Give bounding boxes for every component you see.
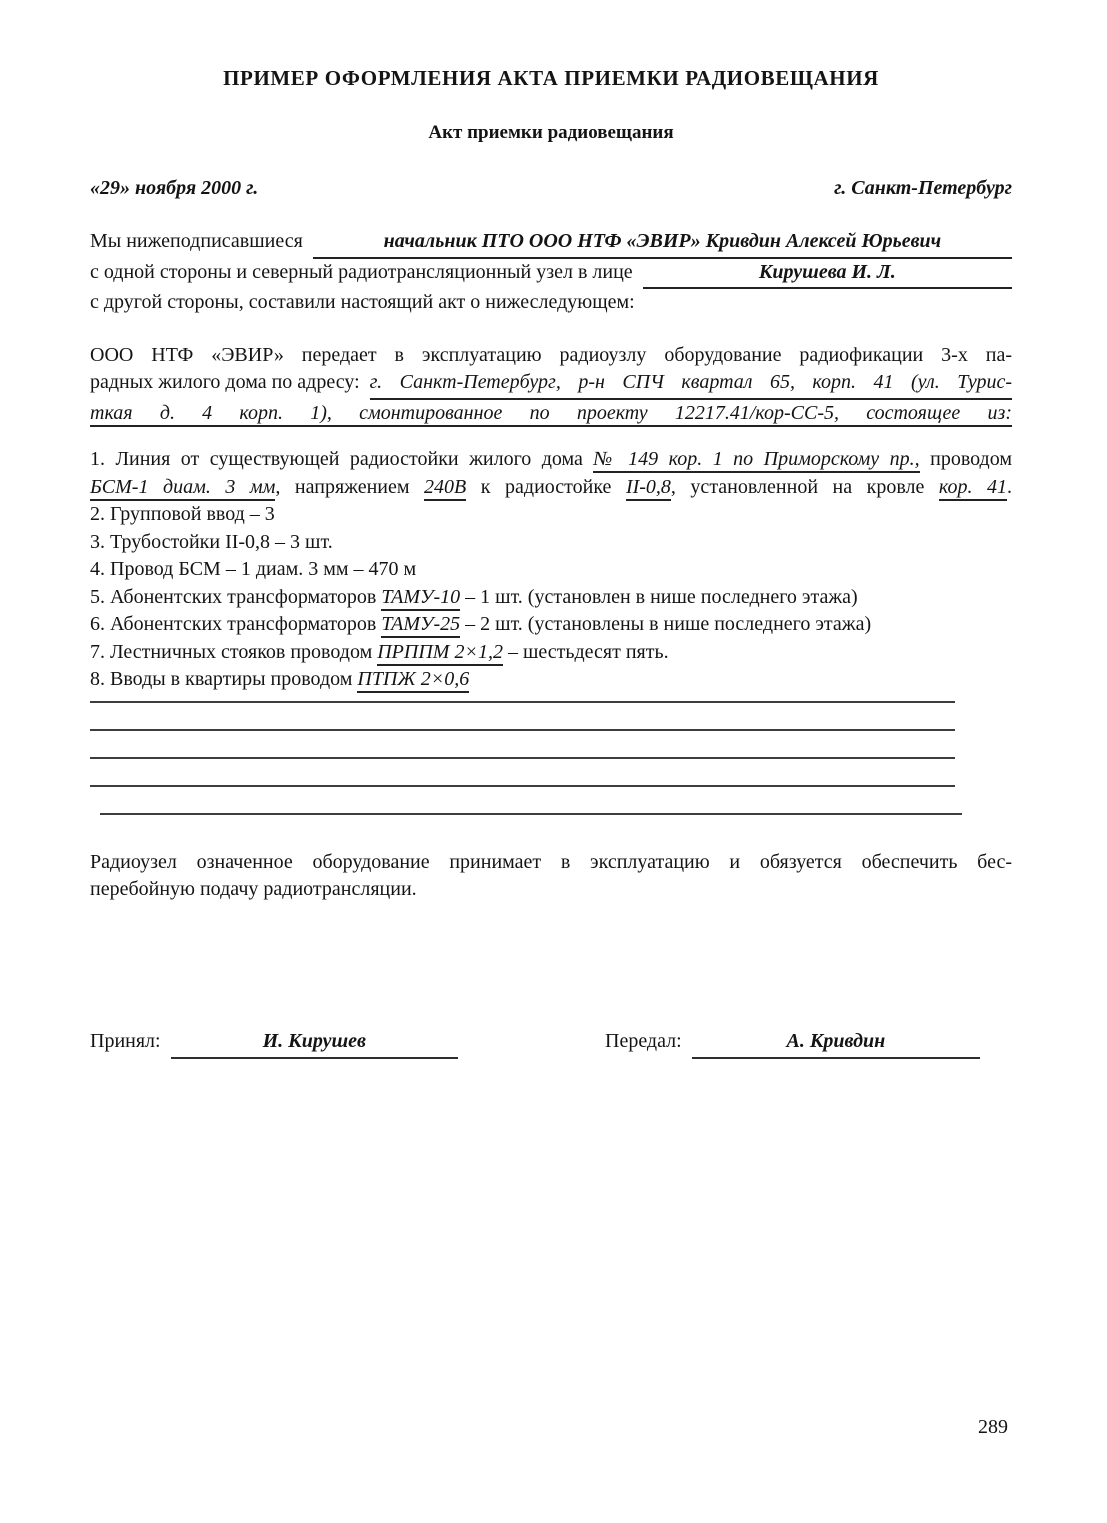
equipment-list bbox=[90, 427, 1012, 694]
item-3-text: 3. Трубостойки II-0,8 – 3 шт. bbox=[90, 530, 333, 553]
voltage-fill: 240В bbox=[424, 476, 466, 501]
accepted-name: И. Кирушев bbox=[262, 1029, 366, 1052]
transferred-label: Передал: bbox=[605, 1029, 682, 1052]
signatory-name-fill: начальник ПТО ООО НТФ «ЭВИР» Кривдин Алексей Юрьевич bbox=[313, 228, 1012, 259]
transfer-line-1 bbox=[90, 342, 1012, 370]
blank-line-5 bbox=[100, 787, 962, 815]
item-7-text-a: 7. Лестничных стояков проводом bbox=[90, 640, 378, 663]
act-subtitle: Акт приемки радиовещания bbox=[428, 122, 674, 143]
stand-type-fill: II-0,8 bbox=[626, 476, 671, 501]
transfer-paragraph bbox=[90, 317, 1012, 428]
closing-line-2 bbox=[90, 876, 1012, 904]
item-1-text-a: 1. Линия от существующей радиостойки жилого дома bbox=[90, 448, 594, 470]
list-item-6 bbox=[90, 611, 1012, 639]
accepted-label: Принял: bbox=[90, 1029, 161, 1052]
document-content bbox=[90, 0, 1012, 1059]
transfer-line-3 bbox=[90, 400, 1012, 428]
date-line bbox=[90, 144, 1012, 200]
item-1-text-b: проводом bbox=[919, 448, 1013, 470]
wire-type-fill: БСМ-1 диам. 3 мм bbox=[90, 476, 275, 501]
item-1-text-d: к радиостойке bbox=[466, 475, 626, 498]
transferred-signature bbox=[605, 1028, 980, 1059]
closing-text-1: Радиоузел означенное оборудование принимает в эксплуатацию и обязуется обеспечить бес- bbox=[90, 850, 1012, 873]
list-item-1-line-2 bbox=[90, 474, 1012, 502]
intro-text-3: с другой стороны, составили настоящий акт о нижеследующем: bbox=[90, 291, 635, 313]
blank-line-1 bbox=[90, 694, 955, 703]
accepted-signature bbox=[90, 1028, 458, 1059]
list-item-2 bbox=[90, 501, 1012, 529]
item-7-text-b: – шестьдесят пять. bbox=[502, 640, 669, 663]
blank-line-2 bbox=[90, 703, 955, 731]
closing-line-1 bbox=[90, 849, 1012, 877]
list-item-3 bbox=[90, 529, 1012, 557]
item-2-text: 2. Групповой ввод – 3 bbox=[90, 503, 275, 525]
transformer-type-fill-2: ТАМУ-25 bbox=[381, 613, 460, 638]
list-item-8 bbox=[90, 666, 1012, 694]
blank-lines-block bbox=[90, 694, 1012, 815]
document-title: ПРИМЕР ОФОРМЛЕНИЯ АКТА ПРИЕМКИ РАДИОВЕЩАНИЯ bbox=[223, 66, 879, 90]
intro-line-1 bbox=[90, 228, 1012, 259]
transfer-text-2: радных жилого дома по адресу: bbox=[90, 371, 360, 393]
intro-paragraph bbox=[90, 200, 1012, 317]
item-4-text: 4. Провод БСМ – 1 диам. 3 мм – 470 м bbox=[90, 558, 417, 580]
line-reference-fill: № 149 кор. 1 по Приморскому пр., bbox=[593, 448, 919, 473]
list-item-7 bbox=[90, 639, 1012, 667]
item-1-text-c: , напряжением bbox=[275, 475, 425, 498]
list-item-1-line-1 bbox=[90, 446, 1012, 474]
transfer-text-1: ООО НТФ «ЭВИР» передает в эксплуатацию радиоузлу оборудование радиофикации 3-х па- bbox=[90, 343, 1012, 366]
transfer-line-2 bbox=[90, 369, 1012, 400]
transferred-name: А. Кривдин bbox=[786, 1029, 886, 1052]
closing-paragraph bbox=[90, 815, 1012, 904]
intro-text-2: с одной стороны и северный радиотрансляционный узел в лице bbox=[90, 260, 633, 283]
transferred-signature-line bbox=[692, 1028, 980, 1059]
item-6-text-a: 6. Абонентских трансформаторов bbox=[90, 613, 382, 635]
item-6-text-b: – 2 шт. (установлены в нише последнего этажа) bbox=[460, 613, 872, 635]
list-item-5 bbox=[90, 584, 1012, 612]
address-fill-line-1: г. Санкт-Петербург, р-н СПЧ квартал 65, корп. 41 (ул. Турис- bbox=[370, 369, 1012, 400]
item-5-text-b: – 1 шт. (установлен в нише последнего этажа) bbox=[460, 585, 858, 608]
item-8-text-a: 8. Вводы в квартиры проводом bbox=[90, 668, 358, 690]
intro-line-2 bbox=[90, 259, 1012, 290]
address-fill-line-2: ткая д. 4 корп. 1), смонтированное по проекту 12217.41/кор-СС-5, состоящее из: bbox=[90, 402, 1012, 427]
list-item-4 bbox=[90, 556, 1012, 584]
item-5-text-a: 5. Абонентских трансформаторов bbox=[90, 585, 382, 608]
representative-name-fill: Кирушева И. Л. bbox=[643, 259, 1012, 290]
act-city: г. Санкт-Петербург bbox=[834, 177, 1012, 199]
page-number: 289 bbox=[978, 1416, 1008, 1438]
item-1-text-e: , установленной на кровле bbox=[670, 475, 939, 498]
apartment-wire-fill: ПТПЖ 2×0,6 bbox=[357, 668, 469, 693]
riser-wire-fill: ПРППМ 2×1,2 bbox=[377, 641, 503, 666]
accepted-signature-line bbox=[171, 1028, 458, 1059]
signature-block bbox=[90, 904, 1012, 1059]
transformer-type-fill-1: ТАМУ-10 bbox=[381, 586, 460, 611]
intro-line-3 bbox=[90, 289, 1012, 317]
blank-line-4 bbox=[90, 759, 955, 787]
intro-text-1: Мы нижеподписавшиеся bbox=[90, 230, 303, 252]
closing-text-2: перебойную подачу радиотрансляции. bbox=[90, 878, 417, 900]
signature-spacer bbox=[458, 1028, 605, 1059]
item-1-text-f: . bbox=[1007, 475, 1013, 498]
act-date: «29» ноября 2000 г. bbox=[90, 177, 259, 199]
blank-line-3 bbox=[90, 731, 955, 759]
building-fill: кор. 41 bbox=[939, 476, 1007, 501]
